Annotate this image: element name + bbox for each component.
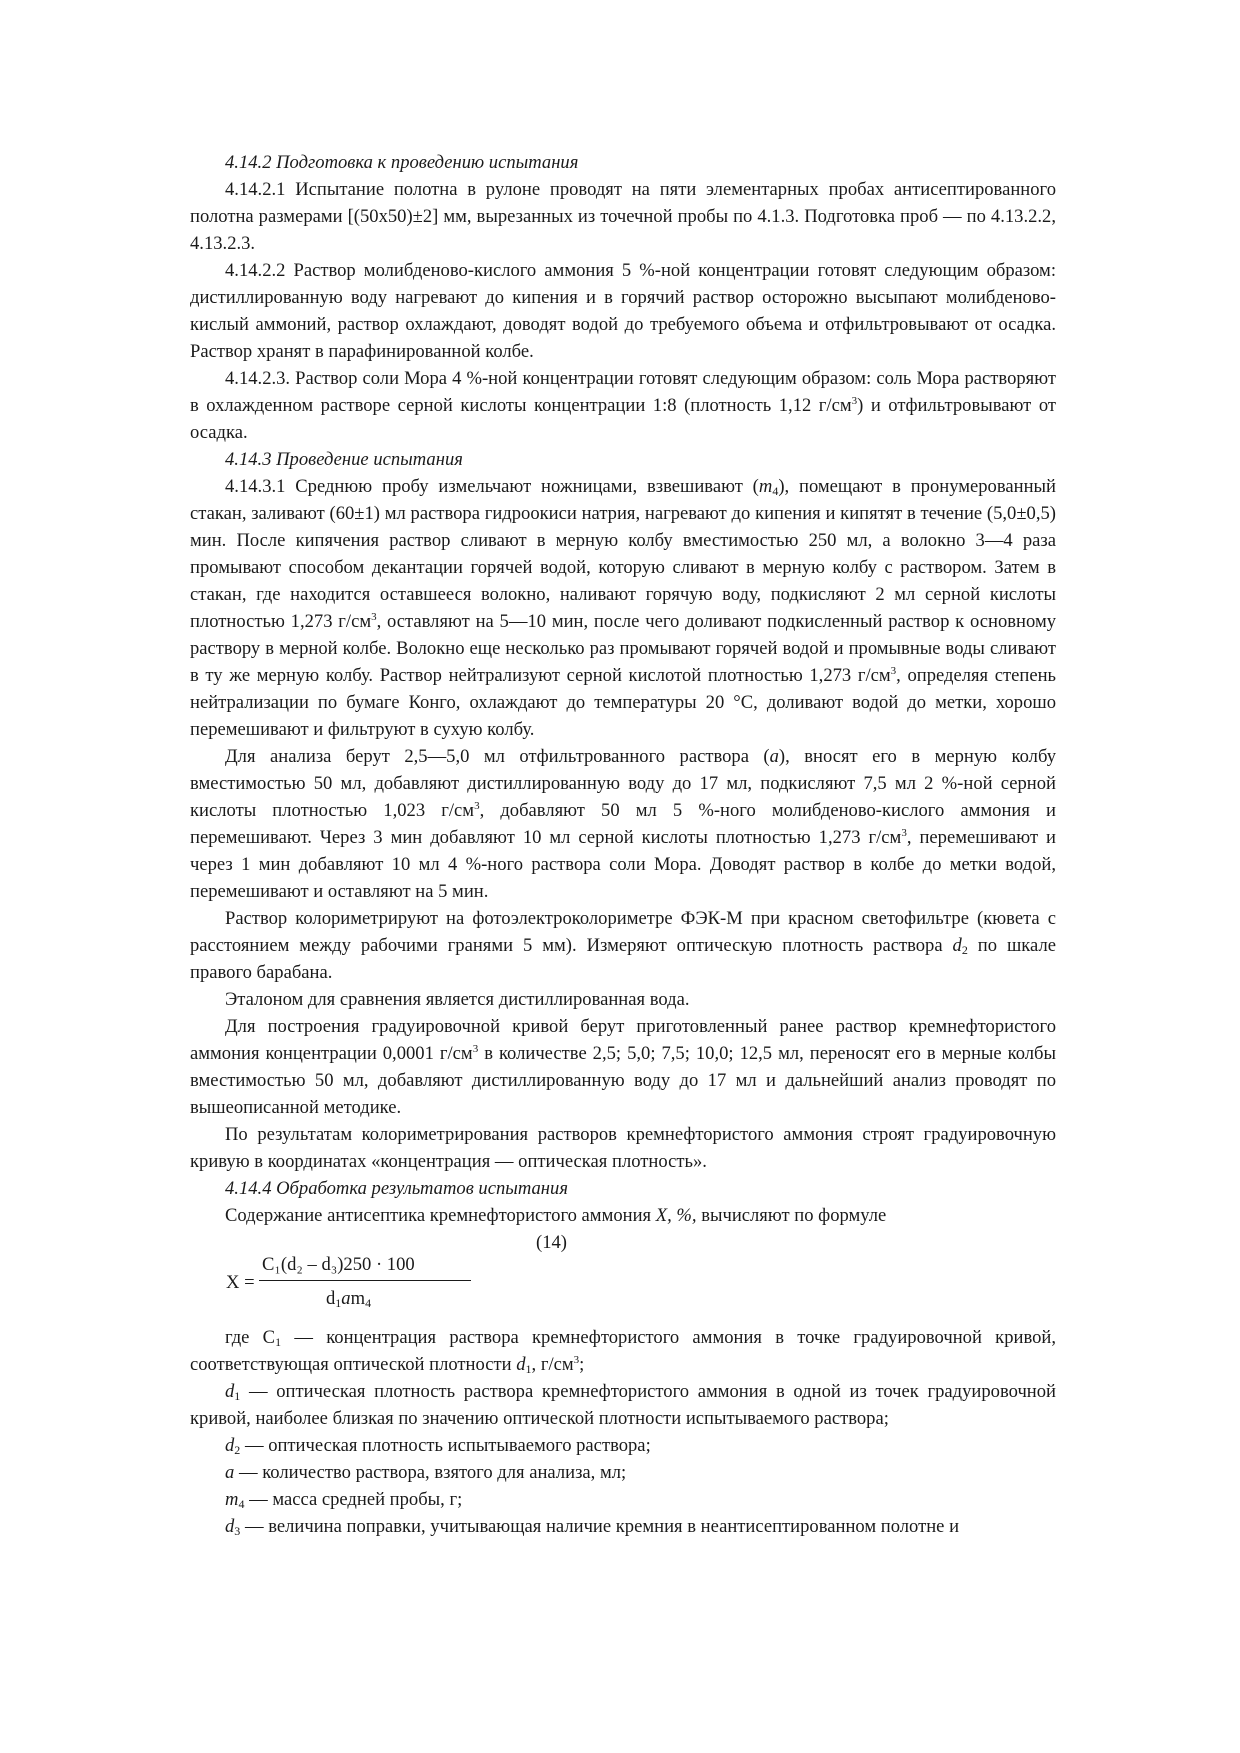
paragraph-colorimetry: Раствор колориметрируют на фотоэлектроколориметре ФЭК-М при красном светофильтре (кювета с расстоянием между рабочими гранями 5 мм). Измеряют оптическую плотность раствора $d_2$ по шкале правого барабана.: [190, 908, 1056, 983]
formula-block: [190, 1229, 1056, 1324]
formula: [226, 1251, 456, 1315]
formula-denominator: $d_1am_4$: [326, 1288, 372, 1310]
where-a: а — количество раствора, взятого для анализа, мл;: [225, 1462, 627, 1483]
paragraph-4-14-2-2: 4.14.2.2 Раствор молибденово-кислого аммония 5 %-ной концентрации готовят следующим образом: дистиллированную воду нагревают до кипения и в горячий раствор осторожно высыпают молибденово-кислый аммоний, раствор охлаждают, доводят водой до требуемого объема и отфильтровывают от осадка. Раствор хранят в парафинированной колбе.: [190, 260, 1056, 362]
fraction-bar: [259, 1280, 471, 1281]
where-d2: $d_2$ — оптическая плотность испытываемого раствора;: [225, 1435, 651, 1457]
paragraph-reference: Эталоном для сравнения является дистиллированная вода.: [225, 989, 690, 1010]
paragraph-4-14-2-3: 4.14.2.3. Раствор соли Мора 4 %-ной концентрации готовят следующим образом: соль Мора растворяют в охлажденном растворе серной кислоты концентрации 1:8 (плотность 1,12 $г/см^3$) и отфильтровывают от осадка.: [190, 368, 1056, 443]
formula-lhs: X =: [226, 1272, 255, 1293]
paragraph-4-14-3-1: 4.14.3.1 Среднюю пробу измельчают ножницами, взвешивают $(m_4)$, помещают в пронумерованный стакан, заливают (60±1) мл раствора гидроокиси натрия, нагревают до кипения и кипятят в течение (5,0±0,5) мин. После кипячения раствор сливают в мерную колбу вместимостью 250 мл, а волокно 3—4 раза промывают способом декантации горячей водой, которую сливают в мерную колбу с раствором. Затем в стакан, где находится оставшееся волокно, наливают горячую воду, подкисляют 2 мл серной кислоты плотностью 1,273 $г/см^3$, оставляют на 5—10 мин, после чего доливают подкисленный раствор к основному раствору в мерной колбе. Волокно еще несколько раз промывают горячей водой и промывные воды сливают в ту же мерную колбу. Раствор нейтрализуют серной кислотой плотностью 1,273 $г/см^3$, определяя степень нейтрализации по бумаге Конго, охлаждают до температуры 20 °С, доливают водой до метки, хорошо перемешивают и фильтруют в сухую колбу.: [190, 476, 1057, 740]
section-heading-4-14-2: 4.14.2 Подготовка к проведению испытания: [225, 152, 579, 173]
document-page: [190, 149, 1056, 1540]
paragraph-analysis: Для анализа берут 2,5—5,0 мл отфильтрованного раствора (а), вносят его в мерную колбу вместимостью 50 мл, добавляют дистиллированную воду до 17 мл, подкисляют 7,5 мл 2 %-ной серной кислоты плотностью 1,023 $г/см^3$, добавляют 50 мл 5 %-ного молибденово-кислого аммония и перемешивают. Через 3 мин добавляют 10 мл серной кислоты плотностью 1,273 $г/см^3$, перемешивают и через 1 мин добавляют 10 мл 4 %-ного раствора соли Мора. Доводят раствор в колбе до метки водой, перемешивают и оставляют на 5 мин.: [190, 746, 1057, 902]
formula-numerator: C₁(d₂ – d₃)250 · 100: [262, 1254, 415, 1275]
paragraph-calibration-curve: По результатам колориметрирования растворов кремнефтористого аммония строят градуировочную кривую в координатах «концентрация — оптическая плотность».: [190, 1124, 1056, 1172]
section-heading-4-14-3: 4.14.3 Проведение испытания: [225, 449, 463, 470]
where-d3: $d_3$ — величина поправки, учитывающая наличие кремния в неантисептированном полотне и: [225, 1516, 960, 1538]
where-c1: где $C_1$ — концентрация раствора кремнефтористого аммония в точке градуировочной кривой, соответствующая оптической плотности $d_1$, $г/см^3$;: [190, 1327, 1057, 1376]
paragraph-calibration: Для построения градуировочной кривой берут приготовленный ранее раствор кремнефтористого аммония концентрации 0,0001 $г/см^3$ в количестве 2,5; 5,0; 7,5; 10,0; 12,5 мл, переносят его в мерные колбы вместимостью 50 мл, добавляют дистиллированную воду до 17 мл и дальнейший анализ проводят по вышеописанной методике.: [190, 1016, 1057, 1118]
paragraph-4-14-2-1: 4.14.2.1 Испытание полотна в рулоне проводят на пяти элементарных пробах антисептированного полотна размерами [(50x50)±2] мм, вырезанных из точечной пробы по 4.1.3. Подготовка проб — по 4.13.2.2, 4.13.2.3.: [190, 179, 1056, 254]
where-m4: $m_4$ — масса средней пробы, г;: [225, 1489, 463, 1511]
formula-number: (14): [536, 1232, 567, 1253]
section-heading-4-14-4: 4.14.4 Обработка результатов испытания: [225, 1178, 568, 1199]
where-d1: $d_1$ — оптическая плотность раствора кремнефтористого аммония в одной из точек градуировочной кривой, наиболее близкая по значению оптической плотности испытываемого раствора;: [190, 1381, 1056, 1429]
paragraph-formula-intro: Содержание антисептика кремнефтористого аммония X, %, вычисляют по формуле: [225, 1205, 887, 1226]
